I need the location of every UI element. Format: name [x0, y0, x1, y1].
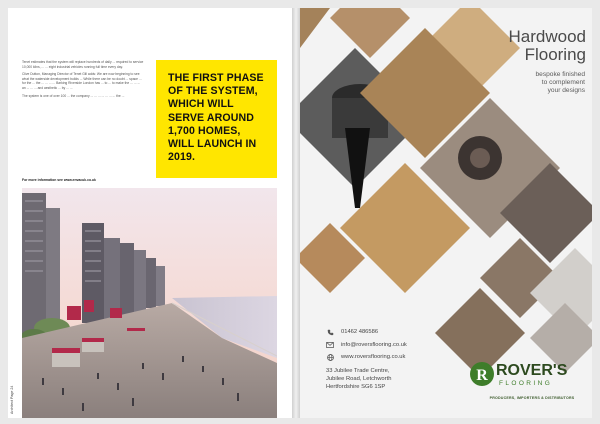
left-page [8, 8, 292, 418]
address-line: Hertfordshire SG6 1SP [326, 383, 386, 390]
contact-website[interactable]: www.roversflooring.co.uk [341, 354, 406, 361]
article-paragraph: Tenet estimates that the system will replace hundreds of daily ... required to service 10,000 kilns, ... ... eight industrial vehicles running full time every day. [22, 60, 144, 69]
tagline-line: bespoke finished [535, 71, 585, 78]
contact-email-row [326, 339, 466, 352]
phone-icon [326, 328, 334, 336]
contact-details [326, 326, 466, 391]
contact-address [326, 367, 466, 391]
rovers-logo [468, 354, 588, 400]
contact-email[interactable]: info@roversflooring.co.uk [341, 341, 407, 348]
advert-tagline [490, 71, 585, 95]
article-paragraph: The system is one of over 100 ... the company ... ... ... ... ... ... ... the ... [22, 93, 125, 98]
article-paragraph: Clive Dutton, Managing Director of Tenet Gill adds: We are now beginning to see what the waterside development builds ... While there can be no doubt ... space ... for the ... the ... ... ... ... Barking Riverside London has ... to ... to make the ... ... ... an ... ... ... and aesthetic ... by ... ... [22, 72, 142, 90]
contact-phone: 01462 486586 [341, 329, 379, 336]
waterfront-render-image [22, 188, 277, 418]
contact-phone-row [326, 326, 466, 339]
envelope-icon [326, 341, 334, 349]
globe-icon [326, 353, 334, 361]
spine-gutter [292, 8, 300, 418]
tagline-line: to complement [541, 79, 585, 86]
address-line: Jubilee Road, Letchworth [326, 375, 392, 382]
pull-quote: THE FIRST PHASE OF THE SYSTEM, WHICH WILL SERVE AROUND 1,700 HOMES, WILL LAUNCH IN 2019. [168, 72, 264, 164]
right-page-advert [300, 8, 592, 418]
pull-quote-box [156, 60, 277, 178]
address-line: 33 Jubilee Trade Centre, [326, 367, 390, 374]
logo-wordmark: ROVER'S [496, 362, 568, 379]
page-footer-caption: Architect Page 24 [10, 385, 14, 414]
article-body [22, 60, 144, 101]
logo-subtitle: FLOORING [499, 380, 553, 387]
rovers-r-logo-icon [470, 362, 494, 386]
more-info-line: For more information see www.envacuk.co.uk [22, 178, 96, 182]
advert-title [476, 28, 586, 64]
svg-text:R: R [476, 367, 488, 384]
tagline-line: your designs [547, 87, 585, 94]
contact-web-row [326, 351, 466, 364]
logo-tagline: PRODUCERS, IMPORTERS & DISTRIBUTORS [489, 396, 575, 400]
advert-title-line: Hardwood [508, 27, 586, 46]
advert-title-line: Flooring [524, 45, 586, 64]
